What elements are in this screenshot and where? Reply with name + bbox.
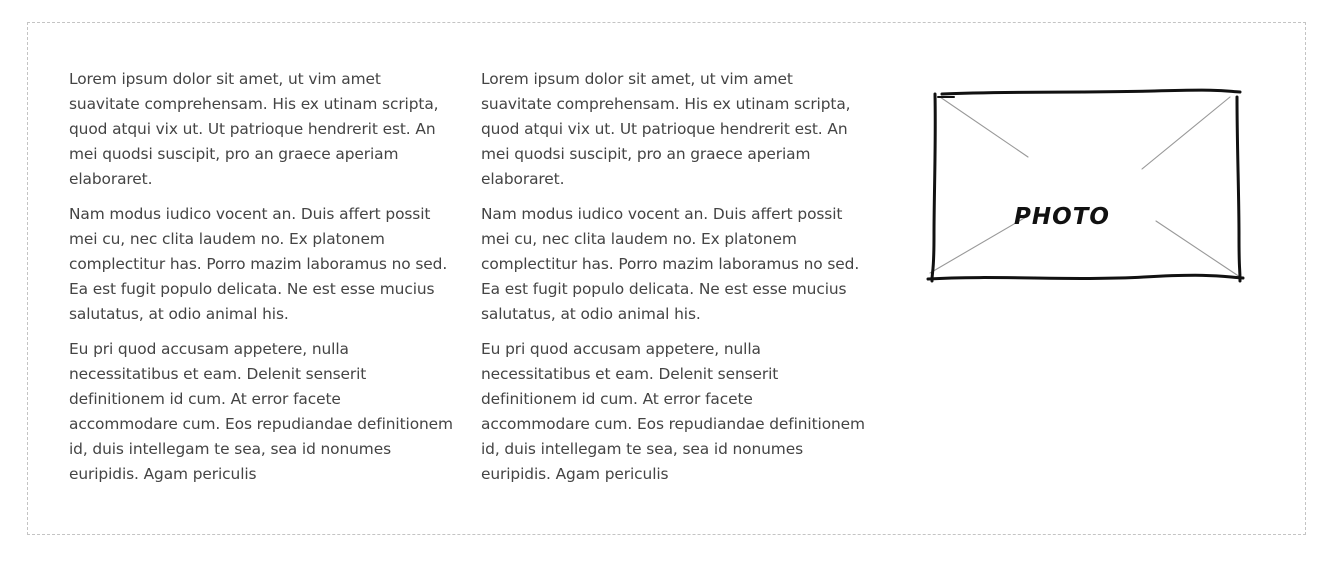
frame-left-stroke [932, 94, 935, 281]
paragraph: Eu pri quod accusam appetere, nulla necessitatibus et eam. Delenit senserit definitionem id cum. At error facete accommodare cum. Eos repudiandae definitionem id, duis intellegam te sea, sea id nonumes euripidis. Agam periculis [69, 340, 453, 483]
frame-top-stroke [942, 90, 1240, 94]
photo-placeholder-icon [924, 85, 1246, 283]
paragraph: Nam modus iudico vocent an. Duis affert possit mei cu, nec clita laudem no. Ex platonem complectitur has. Porro mazim laboramus no sed. Ea est fugit populo delicata. Ne est esse mucius salutatus, at odio animal his. [69, 205, 448, 323]
paragraph: Lorem ipsum dolor sit amet, ut vim amet suavitate comprehensam. His ex utinam scripta, quod atqui vix ut. Ut patrioque hendrerit est. An mei quodsi suscipit, pro an graece aperiam elaboraret. [69, 70, 439, 188]
text-column-2 [481, 67, 866, 497]
frame-bottom-stroke [928, 275, 1243, 279]
paragraph: Eu pri quod accusam appetere, nulla necessitatibus et eam. Delenit senserit definitionem id cum. At error facete accommodare cum. Eos repudiandae definitionem id, duis intellegam te sea, sea id nonumes euripidis. Agam periculis [481, 340, 865, 483]
frame-right-stroke [1237, 97, 1240, 281]
paragraph: Lorem ipsum dolor sit amet, ut vim amet suavitate comprehensam. His ex utinam scripta, quod atqui vix ut. Ut patrioque hendrerit est. An mei quodsi suscipit, pro an graece aperiam elaboraret. [481, 70, 851, 188]
diagonal-line [1142, 97, 1230, 169]
paragraph: Nam modus iudico vocent an. Duis affert possit mei cu, nec clita laudem no. Ex platonem complectitur has. Porro mazim laboramus no sed. Ea est fugit populo delicata. Ne est esse mucius salutatus, at odio animal his. [481, 205, 860, 323]
content-section-frame [27, 22, 1306, 535]
photo-label: PHOTO [1014, 204, 1110, 230]
photo-placeholder [924, 85, 1246, 283]
diagonal-line [930, 217, 1026, 273]
text-column-1 [69, 67, 454, 497]
diagonal-line [1156, 221, 1240, 277]
diagonal-line [940, 97, 1028, 157]
